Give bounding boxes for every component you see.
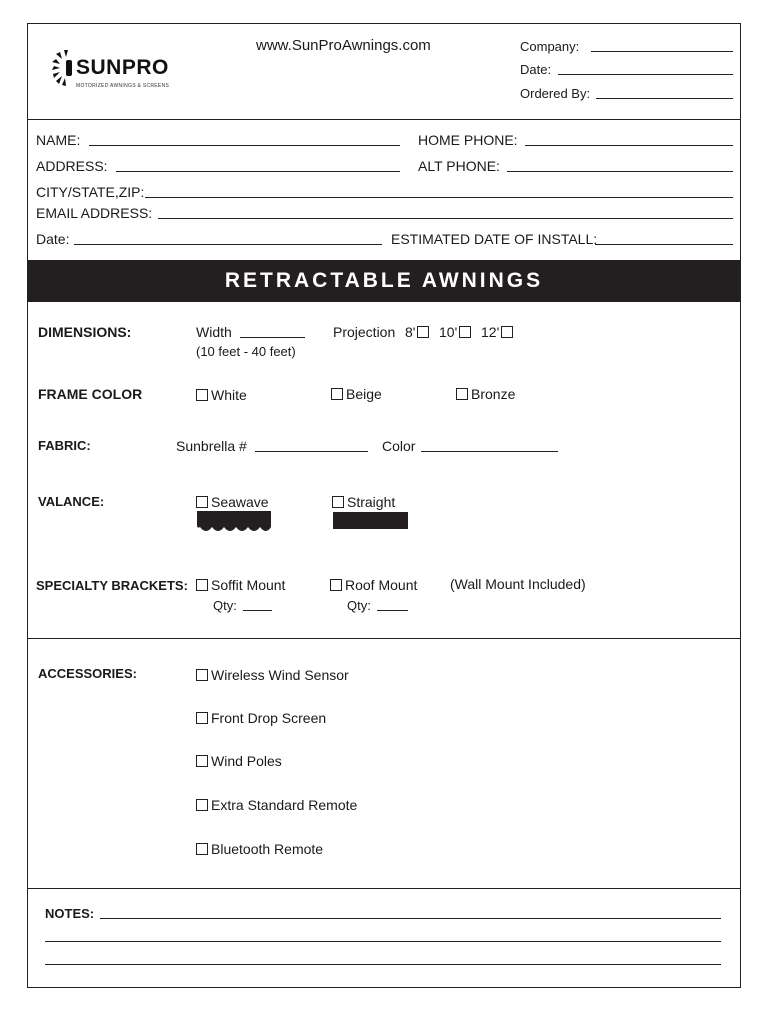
fabric-color-label: Color [382,438,416,454]
home-phone-line[interactable] [525,145,733,146]
accessory-item[interactable] [196,710,326,726]
width-range: (10 feet - 40 feet) [196,344,296,359]
date-line[interactable] [74,244,382,245]
install-date-label: ESTIMATED DATE OF INSTALL: [391,231,598,247]
soffit-mount-option[interactable] [196,577,285,593]
divider [28,119,740,120]
brackets-label: SPECIALTY BRACKETS: [36,578,188,593]
frame-white-checkbox[interactable] [196,389,208,401]
frame-beige-checkbox[interactable] [331,388,343,400]
projection-12-text: 12' [481,324,500,340]
soffit-qty-line[interactable] [243,610,272,611]
notes-line[interactable] [100,918,721,919]
name-line[interactable] [89,145,400,146]
address-label: ADDRESS: [36,158,108,174]
accessory-item[interactable] [196,797,357,813]
projection-label: Projection [333,324,396,340]
frame-beige-text: Beige [346,386,382,402]
divider [28,888,740,889]
notes-line[interactable] [45,964,721,965]
roof-qty-line[interactable] [377,610,408,611]
accessory-label: Wireless Wind Sensor [211,667,349,683]
valance-straight-option[interactable] [332,494,395,510]
soffit-qty-label: Qty: [213,598,237,613]
roof-mount-text: Roof Mount [345,577,418,593]
divider [28,638,740,639]
valance-seawave-checkbox[interactable] [196,496,208,508]
alt-phone-label: ALT PHONE: [418,158,500,174]
notes-label: NOTES: [45,906,95,921]
accessory-item[interactable] [196,753,282,769]
name-label: NAME: [36,132,81,148]
website-url: www.SunProAwnings.com [256,37,431,54]
soffit-mount-checkbox[interactable] [196,579,208,591]
logo-tagline: MOTORIZED AWNINGS & SCREENS [76,83,170,89]
email-line[interactable] [158,218,733,219]
valance-seawave-text: Seawave [211,494,269,510]
alt-phone-line[interactable] [507,171,733,172]
accessory-label: Front Drop Screen [211,710,327,726]
frame-bronze-option[interactable] [456,386,515,402]
extra-remote-checkbox[interactable] [196,799,208,811]
wall-mount-note: (Wall Mount Included) [450,576,586,592]
bluetooth-remote-checkbox[interactable] [196,843,208,855]
ordered-by-line[interactable] [596,98,733,99]
notes-line[interactable] [45,941,721,942]
accessory-item[interactable] [196,841,323,857]
width-label: Width [196,324,232,340]
sunbrella-label: Sunbrella # [176,438,247,454]
sunbrella-line[interactable] [255,451,368,452]
projection-10-checkbox[interactable] [459,326,471,338]
city-label: CITY/STATE,ZIP: [36,184,145,200]
frame-color-label: FRAME COLOR [38,386,143,402]
straight-valance-icon [333,512,408,529]
frame-white-option[interactable] [196,387,247,403]
frame-bronze-checkbox[interactable] [456,388,468,400]
dimensions-label: DIMENSIONS: [38,324,132,340]
fabric-color-line[interactable] [421,451,558,452]
roof-qty-label: Qty: [347,598,371,613]
city-line[interactable] [145,197,733,198]
accessories-label: ACCESSORIES: [38,666,137,681]
projection-8-checkbox[interactable] [417,326,429,338]
projection-8-option[interactable] [405,324,432,340]
projection-12-checkbox[interactable] [501,326,513,338]
logo-text: SUNPRO [76,56,169,79]
date-label: Date: [36,231,70,247]
email-label: EMAIL ADDRESS: [36,205,153,221]
wind-sensor-checkbox[interactable] [196,669,208,681]
valance-label: VALANCE: [38,494,105,509]
accessory-item[interactable] [196,667,349,683]
accessory-label: Wind Poles [211,753,282,769]
projection-10-text: 10' [439,324,458,340]
accessory-label: Extra Standard Remote [211,797,358,813]
frame-bronze-text: Bronze [471,386,516,402]
projection-8-text: 8' [405,324,416,340]
company-line[interactable] [591,51,733,52]
roof-mount-checkbox[interactable] [330,579,342,591]
projection-12-option[interactable] [481,324,516,340]
logo [48,46,178,96]
address-line[interactable] [116,171,400,172]
front-drop-screen-checkbox[interactable] [196,712,208,724]
install-date-line[interactable] [595,244,733,245]
frame-white-text: White [211,387,247,403]
home-phone-label: HOME PHONE: [418,132,518,148]
header-date-label: Date: [520,62,552,77]
roof-mount-option[interactable] [330,577,417,593]
valance-straight-text: Straight [347,494,396,510]
seawave-valance-icon [196,511,272,535]
frame-beige-option[interactable] [331,386,382,402]
width-line[interactable] [240,337,305,338]
valance-straight-checkbox[interactable] [332,496,344,508]
fabric-label: FABRIC: [38,438,91,453]
wind-poles-checkbox[interactable] [196,755,208,767]
ordered-by-label: Ordered By: [520,86,591,101]
header-date-line[interactable] [558,74,733,75]
sun-logo-icon [52,48,74,88]
company-label: Company: [520,39,580,54]
soffit-mount-text: Soffit Mount [211,577,286,593]
section-banner: RETRACTABLE AWNINGS [28,260,740,302]
order-form [27,23,741,988]
valance-seawave-option[interactable] [196,494,269,510]
accessory-label: Bluetooth Remote [211,841,324,857]
projection-10-option[interactable] [439,324,474,340]
